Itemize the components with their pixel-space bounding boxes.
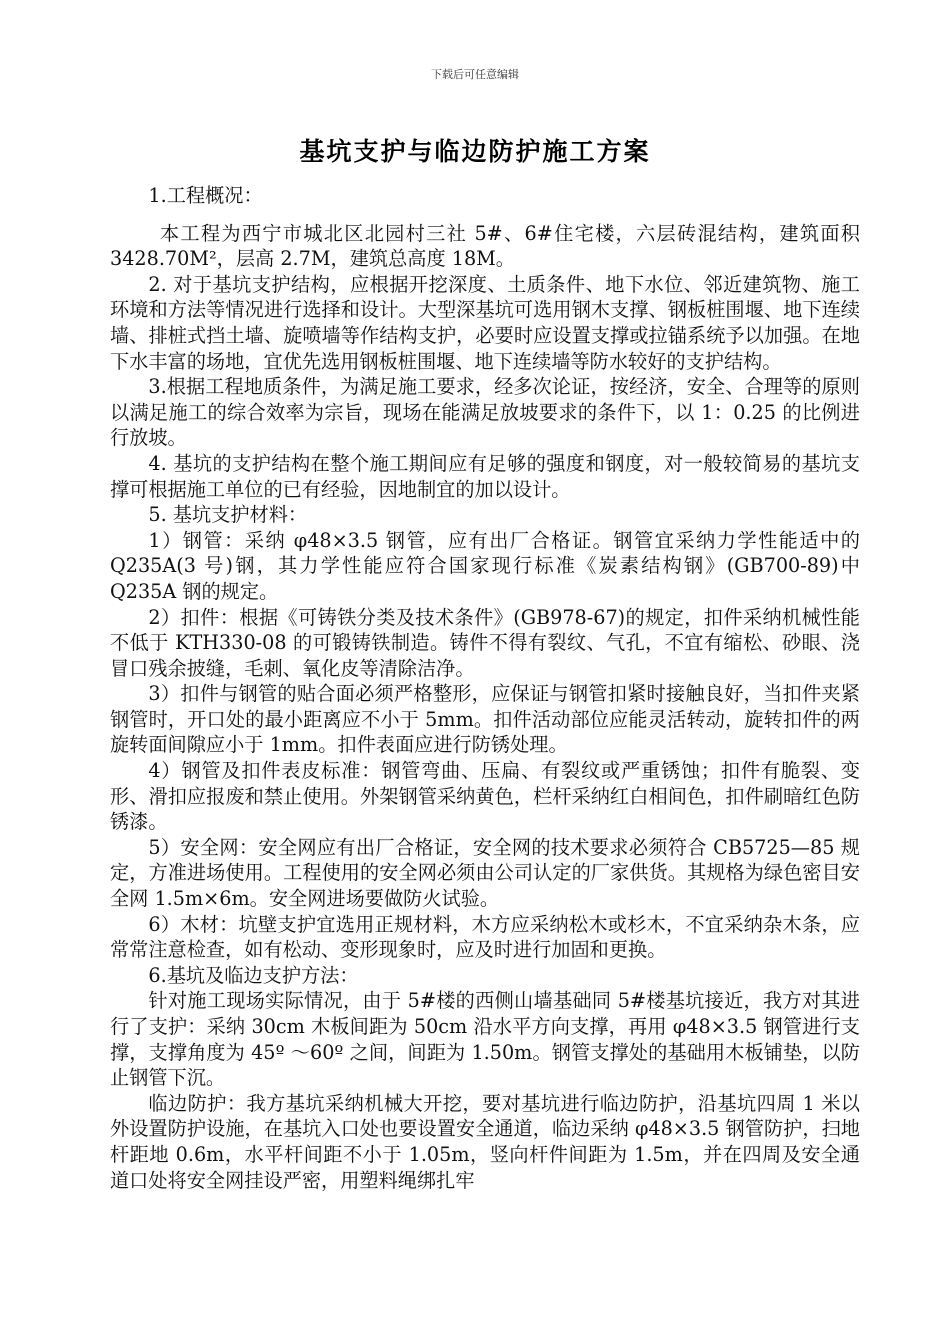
document-title: 基坑支护与临边防护施工方案 (299, 137, 651, 166)
paragraph-support-method: 针对施工现场实际情况，由于 5#楼的西侧山墙基础同 5#楼基坑接近，我方对其进行了支护：采纳 30cm 木板间距为 50cm 沿水平方向支撑，再用 φ48×3.5 钢管进行支撑，支撑角度为 45º ～60º 之间，间距为 1.50m。钢管支撑处的基础用木板铺垫，以防止钢管下沉。 (110, 989, 860, 1090)
header-note: 下载后可任意编辑 (431, 68, 519, 81)
paragraph-material-surface-standard: 4）钢管及扣件表皮标准：钢管弯曲、压扁、有裂纹或严重锈蚀；扣件有脆裂、变形、滑扣应报废和禁止使用。外架钢管采纳黄色，栏杆采纳红白相间色，扣件刷暗红色防锈漆。 (110, 759, 860, 834)
paragraph-material-steel-pipe: 1）钢管：采纳 φ48×3.5 钢管，应有出厂合格证。钢管宜采纳力学性能适中的 Q235A(3 号)钢，其力学性能应符合国家现行标准《炭素结构钢》(GB700-89)中 Q235A 钢的规定。 (110, 528, 860, 603)
paragraph-material-safety-net: 5）安全网：安全网应有出厂合格证，安全网的技术要求必须符合 CB5725—85 规定，方准进场使用。工程使用的安全网必须由公司认定的厂家供货。其规格为绿色密目安全网 1.5m×6m。安全网进场要做防火试验。 (110, 835, 860, 911)
section-heading-methods: 6.基坑及临边支护方法： (148, 963, 359, 987)
paragraph-edge-protection: 临边防护：我方基坑采纳机械大开挖，要对基坑进行临边防护，沿基坑四周 1 米以外设置防护设施，在基坑入口处也要设置安全通道，临边采纳 φ48×3.5 钢管防护，扫地杆距地 0.6m，水平杆间距不小于 1.05m，竖向杆件间距为 1.5m，并在四周及安全通道口处将安全网挂设严密，用塑料绳绑扎牢 (110, 1091, 860, 1192)
section-heading-materials: 5. 基坑支护材料： (148, 503, 308, 527)
paragraph-material-fastener: 2）扣件：根据《可铸铁分类及技术条件》(GB978-67)的规定，扣件采纳机械性能不低于 KTH330-08 的可锻铸铁制造。铸件不得有裂纹、气孔，不宜有缩松、砂眼、浇冒口残余披缝，毛刺、氧化皮等清除洁净。 (110, 605, 860, 680)
paragraph-material-timber: 6）木材：坑壁支护宜选用正规材料，木方应采纳松木或杉木，不宜采纳杂木条，应常常注意检查，如有松动、变形现象时，应及时进行加固和更换。 (110, 912, 860, 962)
paragraph-3: 3.根据工程地质条件，为满足施工要求，经多次论证，按经济，安全、合理等的原则以满足施工的综合效率为宗旨，现场在能满足放坡要求的条件下，以 1：0.25 的比例进行放坡。 (110, 375, 860, 450)
paragraph-4: 4. 基坑的支护结构在整个施工期间应有足够的强度和钢度，对一般较简易的基坑支撑可根据施工单位的已有经验，因地制宜的加以设计。 (110, 451, 860, 501)
paragraph-overview: 本工程为西宁市城北区北园村三社 5#、6#住宅楼，六层砖混结构，建筑面积 3428.70M²，层高 2.7M，建筑总高度 18M。 (110, 221, 860, 271)
document-body (110, 183, 860, 1193)
paragraph-2: 2. 对于基坑支护结构，应根据开挖深度、土质条件、地下水位、邻近建筑物、施工环境和方法等情况进行选择和设计。大型深基坑可选用钢木支撑、钢板桩围堰、地下连续墙、排桩式挡土墙、旋喷墙等作结构支护，必要时应设置支撑或拉锚系统予以加强。在地下水丰富的场地，宜优先选用钢板桩围堰、地下连续墙等防水较好的支护结构。 (110, 272, 860, 373)
paragraph-material-fastener-fit: 3）扣件与钢管的贴合面必须严格整形，应保证与钢管扣紧时接触良好，当扣件夹紧钢管时，开口处的最小距离应不小于 5mm。扣件活动部位应能灵活转动，旋转扣件的两旋转面间隙应小于 1mm。扣件表面应进行防锈处理。 (110, 682, 860, 757)
section-heading-overview: 1.工程概况： (148, 184, 263, 207)
